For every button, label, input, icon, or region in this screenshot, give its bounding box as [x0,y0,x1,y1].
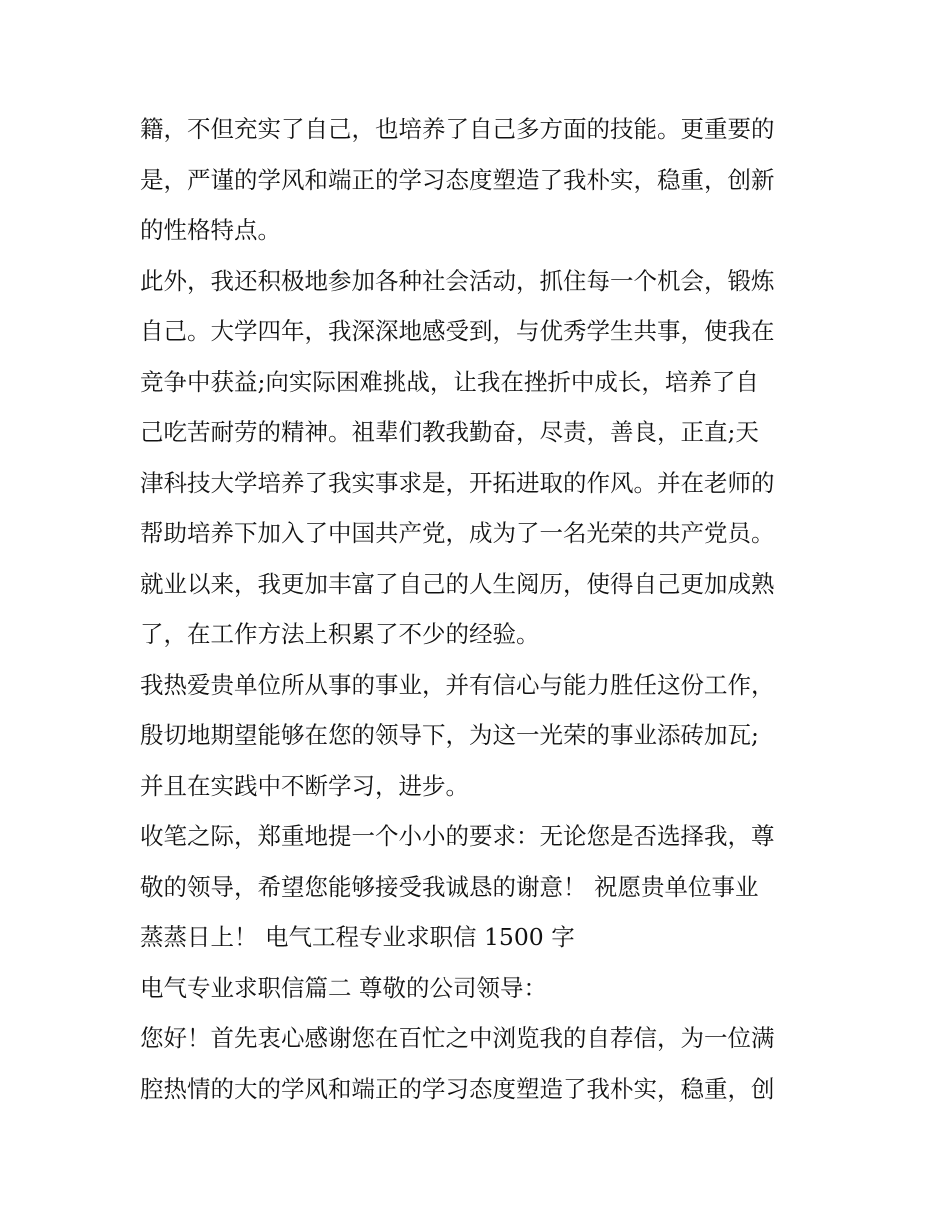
text-line: 蒸蒸日上！ 电气工程专业求职信 1500 字 [140,923,575,951]
text-line: 腔热情的大的学风和端正的学习态度塑造了我朴实，稳重，创 [140,1074,775,1103]
text-line: 自己。大学四年，我深深地感受到，与优秀学生共事，使我在 [140,317,775,345]
text-line: 殷切地期望能够在您的领导下，为这一光荣的事业添砖加瓦; [140,721,759,749]
text-line: 电气专业求职信篇二 尊敬的公司领导： [140,973,547,1002]
body-text [140,104,820,1114]
text-line: 了，在工作方法上积累了不少的经验。 [140,620,540,648]
text-line: 您好！首先衷心感谢您在百忙之中浏览我的自荐信，为一位满 [140,1024,775,1052]
text-line: 此外，我还积极地参加各种社会活动，抓住每一个机会，锻炼 [140,266,775,295]
text-line: 帮助培养下加入了中国共产党，成为了一名光荣的共产党员。 [140,519,775,547]
text-line: 收笔之际，郑重地提一个小小的要求：无论您是否选择我，尊 [140,822,775,850]
text-line: 的性格特点。 [140,216,281,244]
text-line: 就业以来，我更加丰富了自己的人生阅历，使得自己更加成熟 [140,569,775,598]
text-line: 己吃苦耐劳的精神。祖辈们教我勤奋，尽责，善良，正直;天 [140,418,759,446]
text-line: 津科技大学培养了我实事求是，开拓进取的作风。并在老师的 [140,468,775,497]
text-line: 并且在实践中不断学习，进步。 [140,771,469,800]
text-line: 竞争中获益;向实际困难挑战，让我在挫折中成长，培养了自 [140,367,759,396]
text-line: 我热爱贵单位所从事的事业，并有信心与能力胜任这份工作， [140,670,775,699]
text-line: 敬的领导，希望您能够接受我诚恳的谢意！ 祝愿贵单位事业 [140,872,759,901]
text-line: 籍，不但充实了自己，也培养了自己多方面的技能。更重要的 [140,115,775,143]
text-line: 是，严谨的学风和端正的学习态度塑造了我朴实，稳重，创新 [140,165,775,194]
